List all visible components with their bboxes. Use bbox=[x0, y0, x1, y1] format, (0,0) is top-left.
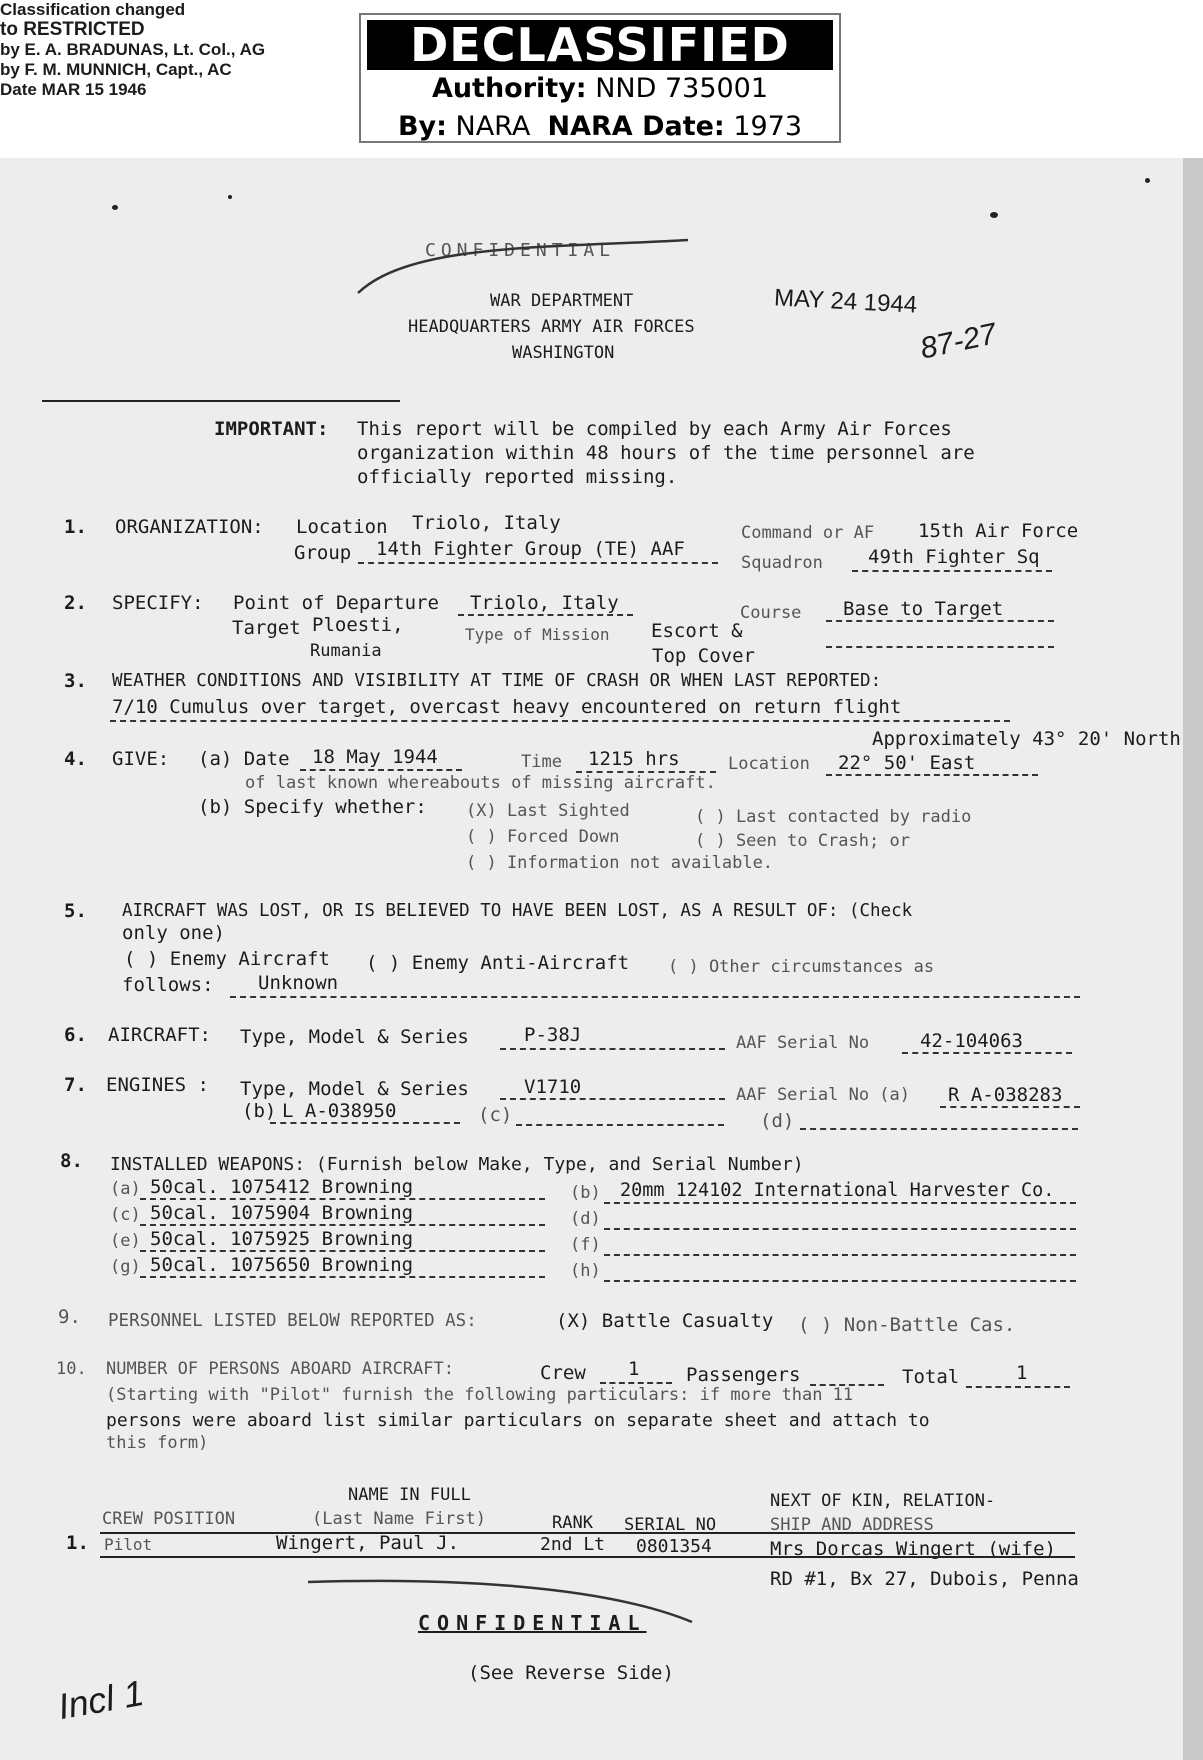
s7-number: 7. bbox=[64, 1074, 87, 1096]
s7-d-label: (d) bbox=[760, 1110, 795, 1132]
s4-date: 18 May 1944 bbox=[312, 746, 438, 768]
col-kin-header-1: NEXT OF KIN, RELATION- bbox=[770, 1491, 996, 1511]
s8-weapon-e-rule bbox=[140, 1250, 545, 1252]
s7-engine-a-rule bbox=[940, 1106, 1080, 1108]
s7-serial-label: AAF Serial No (a) bbox=[736, 1085, 910, 1105]
s5-opt-enemy-aircraft: ( ) Enemy Aircraft bbox=[124, 948, 330, 970]
s1-squadron-label: Squadron bbox=[741, 553, 823, 573]
s9-non-battle: ( ) Non-Battle Cas. bbox=[798, 1314, 1016, 1336]
col-name-header-2: (Last Name First) bbox=[312, 1509, 486, 1529]
stamp-title: DECLASSIFIED bbox=[367, 20, 833, 70]
s4-title: GIVE: bbox=[112, 748, 170, 770]
s10-crew-label: Crew bbox=[540, 1362, 586, 1384]
s10-note-line-2: persons were aboard list similar particulars on separate sheet and attach to bbox=[106, 1410, 930, 1431]
s3-number: 3. bbox=[64, 670, 87, 692]
s8-weapon-f-rule bbox=[604, 1254, 1076, 1256]
s7-engine-a: R A-038283 bbox=[948, 1084, 1063, 1106]
class-change-line-4: by F. M. MUNNICH, Capt., AC bbox=[0, 60, 232, 79]
department: WAR DEPARTMENT bbox=[490, 291, 634, 311]
crew-serial: 0801354 bbox=[636, 1536, 712, 1557]
s6-number: 6. bbox=[64, 1024, 87, 1046]
s6-type: P-38J bbox=[524, 1024, 582, 1046]
s7-engine-c-rule bbox=[516, 1124, 724, 1126]
s7-engine-b-rule bbox=[270, 1122, 460, 1124]
s2-mission: Escort & bbox=[651, 620, 743, 642]
crew-row-number: 1. bbox=[66, 1532, 89, 1554]
s5-title: AIRCRAFT WAS LOST, OR IS BELIEVED TO HAVE BEEN LOST, AS A RESULT OF: (Check bbox=[122, 901, 913, 921]
s1-number: 1. bbox=[64, 516, 87, 538]
classification-swoosh bbox=[350, 228, 695, 298]
col-rank-header: RANK bbox=[552, 1513, 593, 1533]
s4-opt-seen-crash: ( ) Seen to Crash; or bbox=[695, 831, 910, 851]
s8-weapon-b: 20mm 124102 International Harvester Co. bbox=[620, 1180, 1055, 1201]
s2-departure: Triolo, Italy bbox=[470, 592, 619, 614]
important-line-2: organization within 48 hours of the time personnel are bbox=[357, 442, 975, 464]
s8-g-label: (g) bbox=[110, 1257, 141, 1277]
s5-follows: Unknown bbox=[258, 972, 339, 994]
s8-weapon-a-rule bbox=[140, 1198, 545, 1200]
class-change-line-1: Classification changed bbox=[0, 0, 186, 19]
crew-name: Wingert, Paul J. bbox=[276, 1532, 460, 1554]
s3-title: WEATHER CONDITIONS AND VISIBILITY AT TIME OF CRASH OR WHEN LAST REPORTED: bbox=[112, 671, 882, 691]
sheet-edge bbox=[1183, 158, 1203, 1760]
s2-target-line-2: Rumania bbox=[310, 641, 382, 661]
handwritten-enclosure-note: Incl 1 bbox=[55, 1671, 147, 1728]
s8-weapon-g-rule bbox=[140, 1276, 545, 1278]
s7-type-label: Type, Model & Series bbox=[240, 1078, 469, 1100]
s8-b-label: (b) bbox=[570, 1183, 601, 1203]
s7-engine-d-rule bbox=[800, 1128, 1078, 1130]
footer-classification: CONFIDENTIAL bbox=[418, 1611, 647, 1635]
s1-group-label: Group bbox=[294, 542, 352, 564]
s8-weapon-c-rule bbox=[140, 1224, 545, 1226]
s8-title: INSTALLED WEAPONS: (Furnish below Make, Type, and Serial Number) bbox=[110, 1154, 804, 1175]
s8-c-label: (c) bbox=[110, 1205, 141, 1225]
s10-crew: 1 bbox=[628, 1358, 640, 1380]
s8-number: 8. bbox=[60, 1150, 83, 1172]
s10-total-rule bbox=[966, 1386, 1070, 1388]
s4-location-label: Location bbox=[728, 754, 810, 774]
s4-date-rule bbox=[300, 769, 462, 771]
s4-location-line-2: 22° 50' East bbox=[838, 752, 976, 774]
class-change-line-3: by E. A. BRADUNAS, Lt. Col., AG bbox=[0, 40, 266, 59]
s8-weapon-e: 50cal. 1075925 Browning bbox=[150, 1228, 414, 1250]
s5-follows-rule bbox=[230, 996, 1080, 998]
s1-squadron: 49th Fighter Sq bbox=[868, 546, 1040, 568]
s6-type-rule bbox=[500, 1048, 725, 1050]
s4-opt-last-sighted: (X) Last Sighted bbox=[466, 801, 630, 821]
s6-serial-rule bbox=[902, 1052, 1072, 1054]
s3-rule bbox=[110, 720, 1010, 722]
important-label: IMPORTANT: bbox=[214, 418, 329, 440]
s7-c-label: (c) bbox=[478, 1104, 513, 1126]
s10-note-line-3: this form) bbox=[106, 1433, 209, 1453]
s7-b-label: (b) bbox=[242, 1100, 277, 1122]
s5-title-line-2: only one) bbox=[122, 922, 225, 944]
s2-blank-rule bbox=[826, 646, 1054, 648]
s6-serial-label: AAF Serial No bbox=[736, 1033, 870, 1053]
col-position-header: CREW POSITION bbox=[102, 1509, 236, 1529]
dust-speck bbox=[228, 195, 232, 199]
s2-departure-rule bbox=[458, 614, 633, 616]
s5-follows-label: follows: bbox=[122, 974, 214, 996]
s4-last-known: of last known whereabouts of missing aircraft. bbox=[245, 773, 716, 793]
s2-target-label: Target bbox=[232, 617, 301, 639]
s8-weapon-g: 50cal. 1075650 Browning bbox=[150, 1254, 414, 1276]
s5-opt-other: ( ) Other circumstances as bbox=[668, 957, 935, 977]
stamp-authority: Authority: NND 735001 bbox=[431, 73, 769, 104]
s8-weapon-d-rule bbox=[604, 1228, 1076, 1230]
col-kin-header-2: SHIP AND ADDRESS bbox=[770, 1515, 934, 1535]
s8-weapon-h-rule bbox=[604, 1280, 1076, 1282]
col-name-header-1: NAME IN FULL bbox=[348, 1485, 471, 1505]
city: WASHINGTON bbox=[512, 343, 615, 363]
crew-position: Pilot bbox=[104, 1535, 153, 1554]
s7-title: ENGINES : bbox=[106, 1074, 209, 1096]
s8-weapon-b-rule bbox=[604, 1202, 1076, 1204]
s8-a-label: (a) bbox=[110, 1179, 141, 1199]
s10-title: NUMBER OF PERSONS ABOARD AIRCRAFT: bbox=[106, 1359, 454, 1379]
s1-title: ORGANIZATION: bbox=[115, 516, 264, 538]
received-date-stamp: MAY 24 1944 bbox=[773, 284, 918, 319]
s3-weather: 7/10 Cumulus over target, overcast heavy encountered on return flight bbox=[112, 696, 902, 718]
s2-course: Base to Target bbox=[843, 598, 1004, 620]
dust-speck bbox=[1145, 178, 1150, 183]
s5-number: 5. bbox=[64, 900, 87, 922]
s7-type: V1710 bbox=[524, 1076, 582, 1098]
dust-speck bbox=[990, 212, 998, 218]
important-line-3: officially reported missing. bbox=[357, 466, 678, 488]
crew-row-rule bbox=[100, 1556, 1075, 1558]
s10-passengers-label: Passengers bbox=[686, 1364, 801, 1386]
s2-number: 2. bbox=[64, 592, 87, 614]
s1-command-label: Command or AF bbox=[741, 523, 875, 543]
s2-departure-label: Point of Departure bbox=[233, 592, 439, 614]
s4-date-label: (a) Date bbox=[198, 748, 290, 770]
s10-number: 10. bbox=[56, 1359, 87, 1379]
top-classification: CONFIDENTIAL bbox=[425, 240, 616, 261]
s8-e-label: (e) bbox=[110, 1231, 141, 1251]
s9-number: 9. bbox=[58, 1306, 81, 1328]
s4-specify-label: (b) Specify whether: bbox=[198, 796, 427, 818]
s4-location-line-1: Approximately 43° 20' North bbox=[872, 728, 1181, 750]
s1-group: 14th Fighter Group (TE) AAF bbox=[376, 538, 685, 560]
s1-location-label: Location bbox=[296, 516, 388, 538]
s1-location: Triolo, Italy bbox=[412, 512, 561, 534]
class-change-line-2: to RESTRICTED bbox=[0, 19, 145, 40]
s2-course-rule bbox=[826, 620, 1054, 622]
s9-battle-casualty: (X) Battle Casualty bbox=[556, 1310, 774, 1332]
s5-opt-anti-aircraft: ( ) Enemy Anti-Aircraft bbox=[366, 952, 630, 974]
stamp-by: By: NARA NARA Date: 1973 bbox=[397, 111, 803, 142]
s8-weapon-c: 50cal. 1075904 Browning bbox=[150, 1202, 414, 1224]
s2-mission-label: Type of Mission bbox=[465, 625, 610, 644]
s1-squadron-rule bbox=[852, 570, 1052, 572]
s8-d-label: (d) bbox=[570, 1209, 601, 1229]
crew-next-of-kin: Mrs Dorcas Wingert (wife) bbox=[770, 1538, 1056, 1560]
important-line-1: This report will be compiled by each Army Air Forces bbox=[357, 418, 952, 440]
s6-serial: 42-104063 bbox=[920, 1030, 1023, 1052]
s8-h-label: (h) bbox=[570, 1261, 601, 1281]
s10-total: 1 bbox=[1016, 1362, 1028, 1384]
s10-total-label: Total bbox=[902, 1366, 960, 1388]
s4-opt-forced-down: ( ) Forced Down bbox=[466, 827, 620, 847]
s2-target: Ploesti, bbox=[312, 614, 404, 636]
s8-weapon-a: 50cal. 1075412 Browning bbox=[150, 1176, 414, 1198]
class-change-line-5: Date MAR 15 1946 bbox=[0, 80, 147, 99]
s7-type-rule bbox=[500, 1098, 725, 1100]
file-number: 87-27 bbox=[917, 317, 1000, 366]
s4-location-rule bbox=[826, 774, 1038, 776]
see-reverse-side: (See Reverse Side) bbox=[468, 1662, 674, 1684]
s1-group-rule bbox=[358, 562, 718, 564]
s2-course-label: Course bbox=[740, 603, 802, 623]
dust-speck bbox=[112, 205, 118, 210]
s4-number: 4. bbox=[64, 748, 87, 770]
s4-opt-info-na: ( ) Information not available. bbox=[466, 853, 774, 873]
s7-engine-b: L A-038950 bbox=[282, 1100, 397, 1122]
s4-opt-last-contacted: ( ) Last contacted by radio bbox=[695, 807, 972, 827]
s10-note-line-1: (Starting with "Pilot" furnish the following particulars: if more than 11 bbox=[106, 1385, 854, 1405]
class-change-rule bbox=[42, 400, 400, 402]
s2-mission-line-2: Top Cover bbox=[652, 645, 755, 667]
s2-title: SPECIFY: bbox=[112, 592, 204, 614]
s4-time: 1215 hrs bbox=[588, 748, 680, 770]
headquarters: HEADQUARTERS ARMY AIR FORCES bbox=[408, 317, 695, 337]
col-serial-header: SERIAL NO bbox=[624, 1515, 717, 1535]
s9-title: PERSONNEL LISTED BELOW REPORTED AS: bbox=[108, 1311, 477, 1331]
s1-command: 15th Air Force bbox=[918, 520, 1079, 542]
s8-f-label: (f) bbox=[570, 1235, 601, 1255]
s4-time-label: Time bbox=[521, 752, 562, 772]
s6-type-label: Type, Model & Series bbox=[240, 1026, 469, 1048]
declassified-stamp bbox=[359, 13, 841, 143]
crew-rank: 2nd Lt bbox=[540, 1534, 606, 1555]
crew-kin-address: RD #1, Bx 27, Dubois, Penna bbox=[770, 1568, 1079, 1590]
s6-title: AIRCRAFT: bbox=[108, 1024, 211, 1046]
